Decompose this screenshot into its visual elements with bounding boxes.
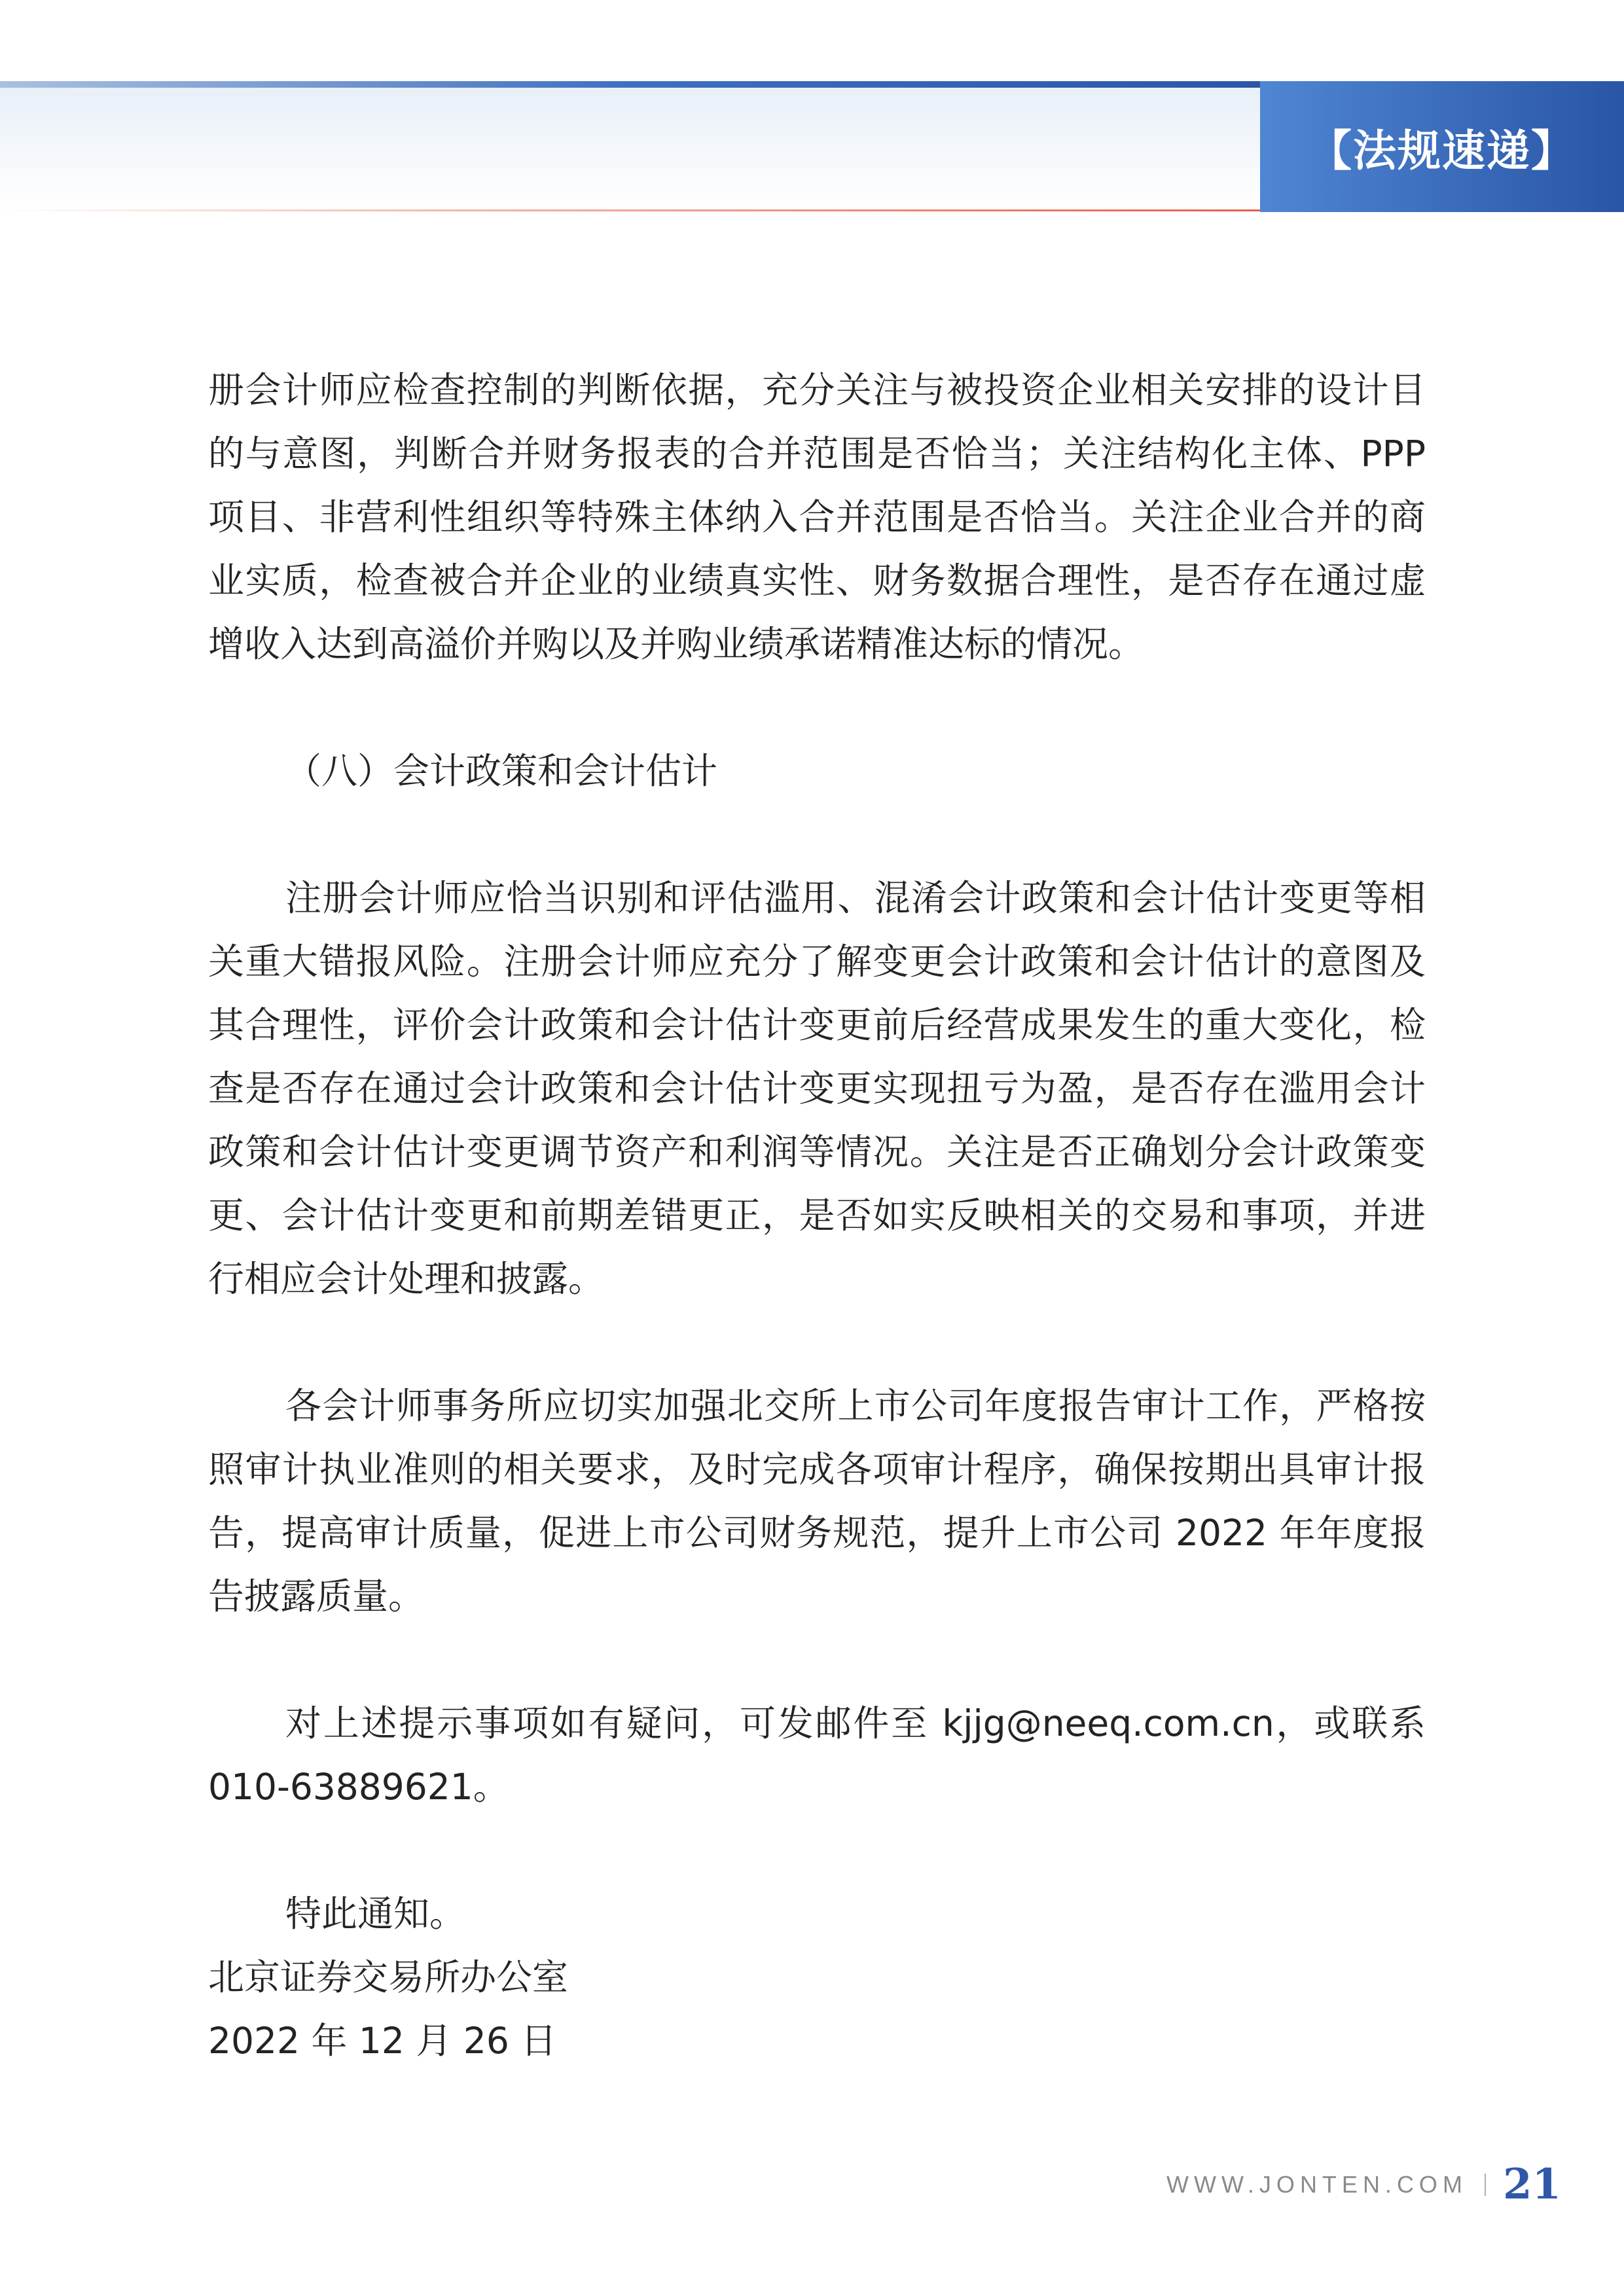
paragraph-accounting-policy: 注册会计师应恰当识别和评估滥用、混淆会计政策和会计估计变更等相关重大错报风险。注册会计师应充分了解变更会计政策和会计估计的意图及其合理性，评价会计政策和会计估计变更前后经营成果发生的重大变化，检查是否存在通过会计政策和会计估计变更实现扭亏为盈，是否存在滥用会计政策和会计估计变更调节资产和利润等情况。关注是否正确划分会计政策变更、会计估计变更和前期差错更正，是否如实反映相关的交易和事项，并进行相应会计处理和披露。 xyxy=(208,877,1426,1300)
paragraph-audit-firms: 各会计师事务所应切实加强北交所上市公司年度报告审计工作，严格按照审计执业准则的相关要求，及时完成各项审计程序，确保按期出具审计报告，提高审计质量，促进上市公司财务规范，提升上市公司 2022 年年度报告披露质量。 xyxy=(208,1385,1426,1617)
paragraph-continued: 册会计师应检查控制的判断依据，充分关注与被投资企业相关安排的设计目的与意图，判断合并财务报表的合并范围是否恰当；关注结构化主体、PPP 项目、非营利性组织等特殊主体纳入合并范围是否恰当。关注企业合并的商业实质，检查被合并企业的业绩真实性、财务数据合理性，是否存在通过虚增收入达到高溢价并购以及并购业绩承诺精准达标的情况。 xyxy=(208,369,1426,665)
header-band xyxy=(0,84,1260,211)
issuer-signature: 北京证券交易所办公室 xyxy=(208,1956,569,1998)
issue-date: 2022 年 12 月 26 日 xyxy=(208,2020,557,2062)
footer-website: WWW.JONTEN.COM xyxy=(1166,2170,1468,2198)
section-label: 【法规速递】 xyxy=(1260,81,1624,212)
footer-divider xyxy=(1485,2174,1486,2196)
document-body xyxy=(208,359,1426,2073)
page-number: 21 xyxy=(1502,2160,1561,2209)
header-top-rule xyxy=(0,81,1260,88)
closing-note: 特此通知。 xyxy=(285,1893,466,1935)
section-heading: （八）会计政策和会计估计 xyxy=(285,750,718,792)
header-accent-rule xyxy=(0,209,1260,211)
paragraph-contact: 对上述提示事项如有疑问，可发邮件至 kjjg@neeq.com.cn，或联系010-63889621。 xyxy=(208,1702,1426,1808)
page-footer xyxy=(1166,2160,1561,2209)
